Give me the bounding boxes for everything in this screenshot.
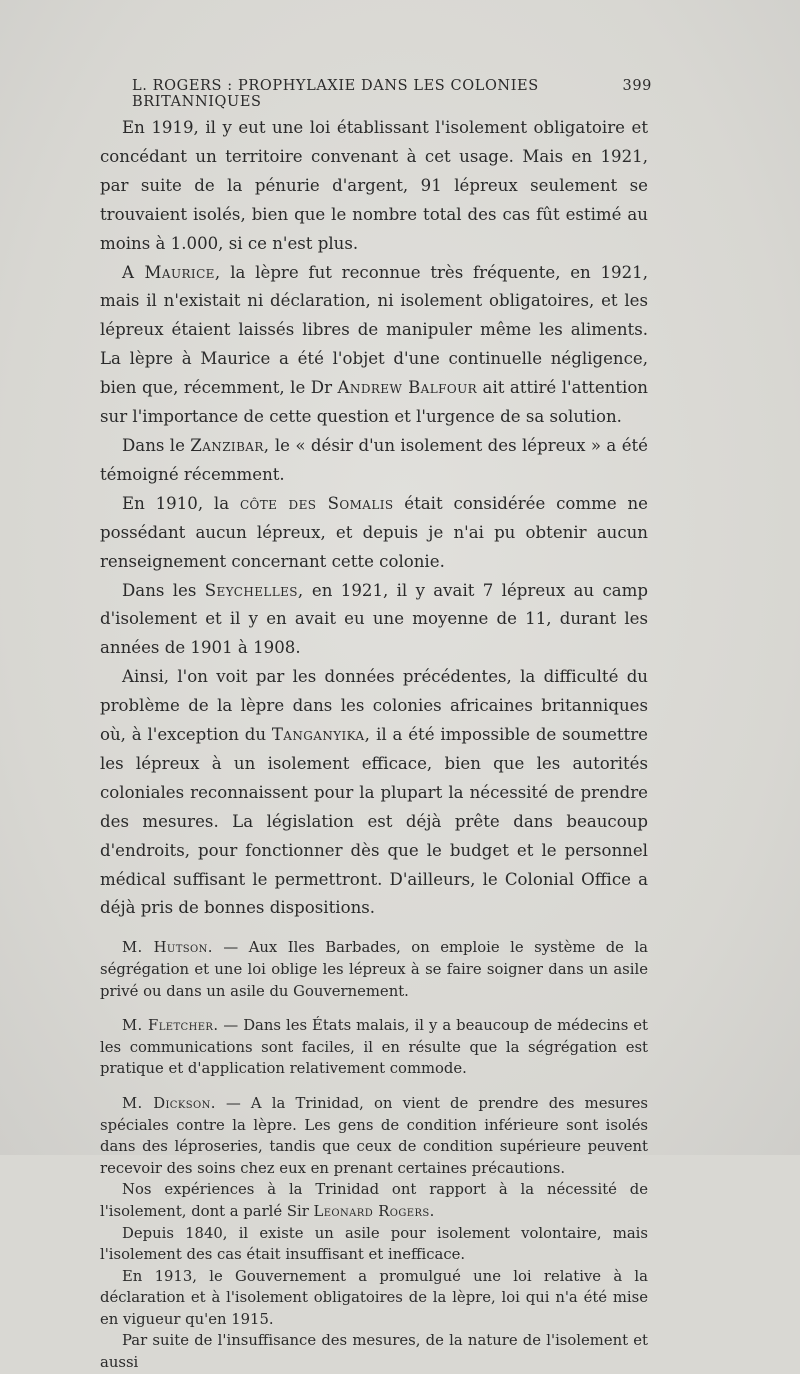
place-name: côte des Somalis bbox=[239, 493, 394, 513]
intervention-dickson bbox=[100, 1093, 648, 1374]
paragraph: Nos expériences à la Trinidad ont rapport à la nécessité de l'isolement, dont a parlé Sir Leonard Rogers. bbox=[100, 1181, 648, 1220]
paragraph: En 1910, la côte des Somalis était considérée comme ne possédant aucun lépreux, et depuis je n'ai pu obtenir aucun renseignement concernant cette colonie. bbox=[100, 493, 648, 571]
paragraph: Depuis 1840, il existe un asile pour isolement volontaire, mais l'isolement des cas était insuffisant et inefficace. bbox=[100, 1224, 648, 1264]
intervention-fletcher bbox=[100, 1015, 648, 1080]
place-name: A Maurice, bbox=[122, 262, 221, 282]
paragraph: Dans les Seychelles, en 1921, il y avait 7 lépreux au camp d'isolement et il y en avait eu une moyenne de 11, durant les années de 1901 à 1908. bbox=[100, 580, 649, 658]
paragraph: M. Hutson. — Aux Iles Barbades, on emploie le système de la ségrégation et une loi oblige les lépreux à se faire soigner dans un asile privé ou dans un asile du Gouvernement. bbox=[100, 939, 649, 1000]
paragraph: A Maurice, la lèpre fut reconnue très fréquente, en 1921, mais il n'existait ni déclaration, ni isolement obligatoires, et les lépreux étaient laissés libres de manipuler même les aliments. La lèpre à Maurice a été l'objet d'une continuelle négligence, bien que, récemment, le Dr Andrew Balfour ait attiré l'attention sur l'importance de cette question et l'urgence de sa solution. bbox=[100, 262, 648, 427]
speaker-name: M. Fletcher. bbox=[122, 1017, 219, 1035]
paragraph: M. Dickson. — A la Trinidad, on vient de prendre des mesures spéciales contre la lèpre. Les gens de condition inférieure sont isolés dans des léproseries, tandis que ceux de condition supérieure peuvent recevoir des soins chez eux en prenant certaines précautions. bbox=[100, 1094, 648, 1177]
paragraph: Dans le Zanzibar, le « désir d'un isolement des lépreux » a été témoigné récemment. bbox=[100, 435, 649, 484]
person-name: Leonard Rogers. bbox=[313, 1202, 435, 1220]
place-name: Tanganyika, bbox=[271, 725, 371, 745]
paragraph: Ainsi, l'on voit par les données précédentes, la difficulté du problème de la lèpre dans les colonies africaines britanniques où, à l'exception du Tanganyika, il a été impossible de soumettre les lépreux à un isolement efficace, bien que les autorités coloniales reconnaissent pour la plupart la nécessité de prendre des mesures. La législation est déjà prête dans beaucoup d'endroits, pour fonctionner dès que le budget et le personnel médical suffisant le permettront. D'ailleurs, le Colonial Office a déjà pris de bonnes dispositions. bbox=[100, 667, 648, 918]
paragraph: Par suite de l'insuffisance des mesures, de la nature de l'isolement et aussi bbox=[100, 1332, 648, 1372]
paragraph: M. Fletcher. — Dans les États malais, il y a beaucoup de médecins et les communications sont faciles, il en résulte que la ségrégation est pratique et d'application relativement commode. bbox=[100, 1017, 648, 1078]
running-title: L. ROGERS : PROPHYLAXIE DANS LES COLONIES BRITANNIQUES bbox=[132, 78, 539, 110]
paragraph: En 1919, il y eut une loi établissant l'isolement obligatoire et concédant un territoire convenant à cet usage. Mais en 1921, par suite de la pénurie d'argent, 91 lépreux seulement se trouvaient isolés, bien que le nombre total des cas fût estimé au moins à 1.000, si ce n'est plus. bbox=[100, 118, 648, 253]
intervention-hutson bbox=[100, 937, 648, 1002]
body-section bbox=[100, 114, 648, 923]
running-header bbox=[132, 78, 652, 110]
place-name: Seychelles, bbox=[204, 580, 304, 600]
paragraph: En 1913, le Gouvernement a promulgué une loi relative à la déclaration et à l'isolement obligatoires de la lèpre, loi qui n'a été mise en vigueur qu'en 1915. bbox=[100, 1267, 648, 1328]
page-number: 399 bbox=[622, 78, 652, 94]
text-column bbox=[100, 114, 648, 1374]
person-name: Andrew Balfour bbox=[337, 378, 478, 398]
speaker-name: M. Dickson. bbox=[122, 1094, 216, 1112]
place-name: Zanzibar, bbox=[190, 435, 270, 455]
speaker-name: M. Hutson. bbox=[122, 939, 213, 957]
